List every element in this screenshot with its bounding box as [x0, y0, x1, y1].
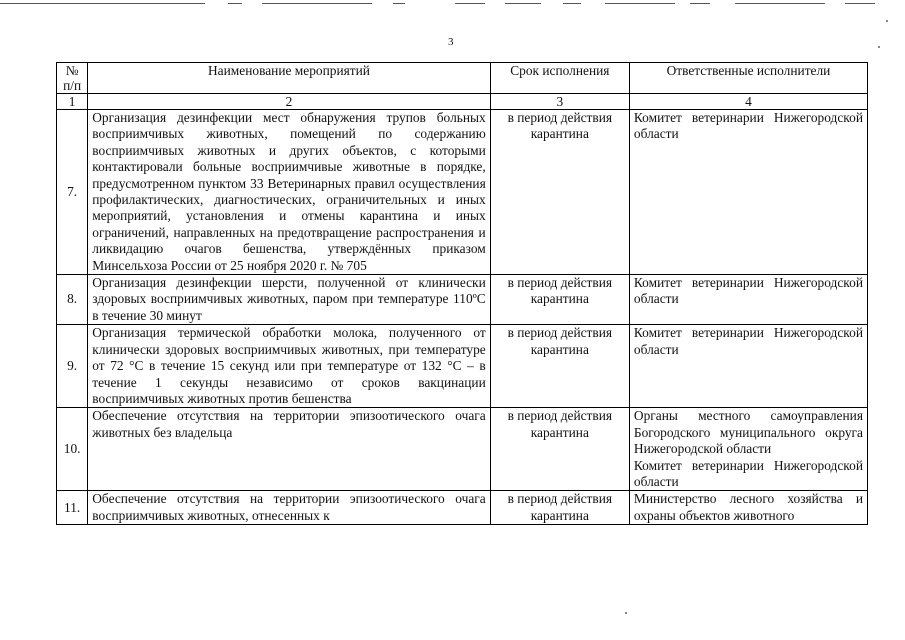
deadline-text: в период действия карантина: [490, 275, 629, 325]
row-number: 7.: [57, 110, 88, 275]
deadline-text: в период действия карантина: [490, 491, 629, 525]
table-row: [57, 275, 868, 325]
column-number: 2: [88, 94, 490, 110]
responsible-text: Комитет ветеринарии Нижегородской области: [633, 110, 863, 142]
header-measures: Наименование мероприятий: [88, 63, 490, 94]
table-header-row: [57, 63, 868, 94]
header-deadline: Срок исполнения: [490, 63, 629, 94]
responsible-text: Комитет ветеринарии Нижегородской области: [633, 275, 863, 307]
measure-text: Обеспечение отсутствия на территории эпизоотического очага животных без владельца: [88, 408, 490, 491]
responsible-cell: [629, 325, 867, 408]
table-row: [57, 491, 868, 525]
table-row: [57, 110, 868, 275]
responsible-text: Министерство лесного хозяйства и охраны объектов животного: [633, 491, 863, 523]
scan-top-edge: [0, 3, 905, 5]
scan-speck: [886, 20, 888, 22]
responsible-text: Комитет ветеринарии Нижегородской области: [633, 457, 863, 489]
column-number: 3: [490, 94, 629, 110]
responsible-cell: [629, 408, 867, 491]
row-number: 9.: [57, 325, 88, 408]
measure-text: Организация дезинфекции шерсти, полученной от клинически здоровых восприимчивых животных, паром при температуре 110ºС в течение 30 минут: [88, 275, 490, 325]
table-row: [57, 325, 868, 408]
column-number: 1: [57, 94, 88, 110]
measure-text: Обеспечение отсутствия на территории эпизоотического очага восприимчивых животных, отнесенных к: [88, 491, 490, 525]
deadline-text: в период действия карантина: [490, 110, 629, 275]
responsible-cell: [629, 110, 867, 275]
deadline-text: в период действия карантина: [490, 325, 629, 408]
measures-table: [56, 62, 868, 525]
table-row: [57, 408, 868, 491]
scan-speck: [625, 612, 627, 614]
row-number: 8.: [57, 275, 88, 325]
header-responsible: Ответственные исполнители: [629, 63, 867, 94]
column-number: 4: [629, 94, 867, 110]
responsible-text: Органы местного самоуправления Богородского муниципального округа Нижегородской области: [633, 408, 863, 457]
responsible-text: Комитет ветеринарии Нижегородской области: [633, 325, 863, 357]
deadline-text: в период действия карантина: [490, 408, 629, 491]
measure-text: Организация дезинфекции мест обнаружения трупов больных восприимчивых животных, помещений по содержанию восприимчивых животных и других объектов, с которыми контактировали больные восприимчивые животные в порядке, предусмотренном пунктом 33 Ветеринарных правил осуществления профилактических, диагностических, ограничительных и иных мероприятий, установления и отмены карантина и иных ограничений, направленных на предотвращение распространения и ликвидацию очагов бешенства, утверждённых приказом Минсельхоза России от 25 ноября 2020 г. № 705: [88, 110, 490, 275]
responsible-cell: [629, 275, 867, 325]
row-number: 11.: [57, 491, 88, 525]
responsible-cell: [629, 491, 867, 525]
measure-text: Организация термической обработки молока, полученного от клинически здоровых восприимчивых животных, при температуре от 72 °С в течение 15 секунд или при температуре от 132 °С – в течение 1 секунды независимо от сроков вакцинации восприимчивых животных против бешенства: [88, 325, 490, 408]
scan-speck: [878, 46, 880, 48]
row-number: 10.: [57, 408, 88, 491]
header-number: № п/п: [57, 63, 88, 94]
column-number-row: [57, 94, 868, 110]
page-number: 3: [448, 36, 454, 48]
